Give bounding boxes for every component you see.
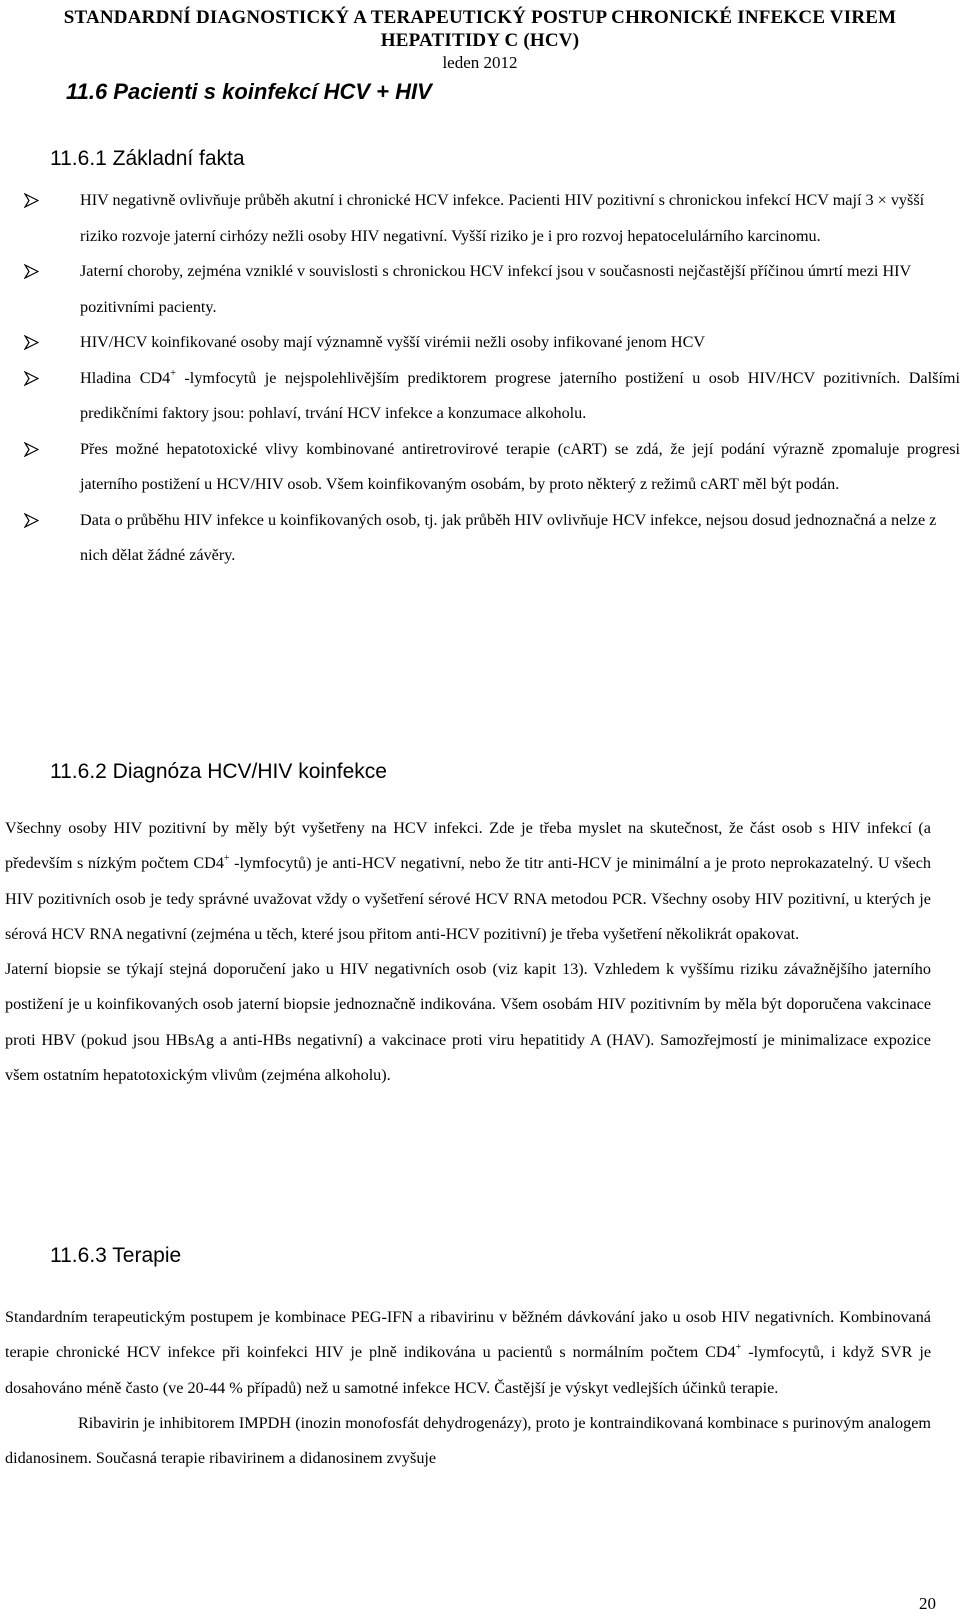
page-number: 20 [919,1594,936,1613]
bullet-text-post: -lymfocytů je nejspolehlivějším prediktorem progrese jaterního postižení u osob HIV/HCV pozitivních. Dalšími predikčními faktory jsou: pohlaví, trvání HCV infekce a konzumace alkoholu. [80,368,960,422]
bullet-text-pre: Hladina CD4 [80,368,171,387]
list-item [24,432,960,503]
text-run: -lymfocytů) je anti-HCV negativní, nebo že titr anti-HCV je minimální a je proto neprokazatelný. U všech HIV pozitivních osob je tedy správné uvažovat vždy o vyšetření sérové HCV RNA metodou PCR. Všechny osoby HIV pozitivní, u kterých je sérová HCV RNA negativní (zejména u těch, které jsou přitom anti-HCV pozitivní) je třeba vyšetření několikrát opakovat. [5,854,932,943]
therapy-text [5,1300,931,1476]
subsection-heading-facts: 11.6.1 Základní fakta [50,147,245,170]
arrow-bullet-icon [24,325,44,360]
list-item [24,503,960,574]
arrow-bullet-icon [24,361,44,396]
therapy-paragraph-2: Ribavirin je inhibitorem IMPDH (inozin monofosfát dehydrogenázy), proto je kontraindikovaná kombinace s purinovým analogem didanosinem. Současná terapie ribavirinem a didanosinem zvyšuje [5,1413,931,1468]
superscript-plus: + [735,1342,742,1354]
arrow-bullet-icon [24,503,44,538]
diagnosis-text [5,811,931,1093]
subsection-heading-diagnosis: 11.6.2 Diagnóza HCV/HIV koinfekce [50,760,387,783]
document-header [0,6,960,74]
list-item [24,325,960,361]
bullet-text: Přes možné hepatotoxické vlivy kombinované antiretrovirové terapie (cART) se zdá, že její podání výrazně zpomaluje progresi jaterního postižení u HCV/HIV osob. Všem koinfikovaným osobám, by proto některý z režimů cART měl být podán. [80,439,960,493]
list-item [24,254,960,325]
diagnosis-paragraph-2: Jaterní biopsie se týkají stejná doporučení jako u HIV negativních osob (viz kapit 13). Vzhledem k vyššímu riziku závažnějšího jaterního postižení je u koinfikovaných osob jaterní biopsie jednoznačně indikována. Všem osobám HIV pozitivním by měla být doporučena vakcinace proti HBV (pokud jsou HBsAg a anti-HBs negativní) a vakcinace proti viru hepatitidy A (HAV). Samozřejmostí je minimalizace expozice všem ostatním hepatotoxickým vlivům (zejména alkoholu). [5,960,931,1085]
bullet-text: HIV/HCV koinfikované osoby mají významně vyšší virémii nežli osoby infikované jenom HCV [80,333,706,351]
bullet-text: Jaterní choroby, zejména vzniklé v souvislosti s chronickou HCV infekcí jsou v současnosti nejčastější příčinou úmrtí mezi HIV pozitivními pacienty. [80,262,911,316]
list-item [24,183,960,254]
text-run: Všechny osoby HIV pozitivní by měly být vyšetřeny na HCV infekci. Zde je třeba myslet na skutečnost, že část osob s HIV infekcí (a především s nízkým počtem CD4 [5,819,931,873]
text-run: -lymfocytů, i když SVR je dosahováno méně často (ve 20-44 % případů) než u samotné infekce HCV. Častější je výskyt vedlejších účinků terapie. [5,1343,932,1397]
header-title-line2: HEPATITIDY C (HCV) [380,30,580,51]
text-run: Standardním terapeutickým postupem je kombinace PEG-IFN a ribavirinu v běžném dávkování jako u osob HIV negativních. Kombinovaná terapie chronické HCV infekce při koinfekci HIV je plně indikována u pacientů s normálním počtem CD4 [5,1308,931,1362]
facts-bullet-list [24,183,960,574]
header-date: leden 2012 [442,53,518,72]
subsection-heading-therapy: 11.6.3 Terapie [50,1244,182,1267]
superscript-plus: + [223,853,230,865]
arrow-bullet-icon [24,183,44,218]
header-title-line1: STANDARDNÍ DIAGNOSTICKÝ A TERAPEUTICKÝ POSTUP CHRONICKÉ INFEKCE VIREM [63,7,897,28]
list-item [24,361,960,432]
arrow-bullet-icon [24,254,44,289]
arrow-bullet-icon [24,432,44,467]
therapy-paragraph-1 [5,1300,931,1406]
diagnosis-paragraph-1 [5,811,931,952]
superscript-plus: + [170,367,176,379]
bullet-text: Data o průběhu HIV infekce u koinfikovaných osob, tj. jak průběh HIV ovlivňuje HCV infekce, nejsou dosud jednoznačná a nelze z nich dělat žádné závěry. [80,510,937,564]
section-title: 11.6 Pacienti s koinfekcí HCV + HIV [66,79,432,104]
bullet-text: HIV negativně ovlivňuje průběh akutní i chronické HCV infekce. Pacienti HIV pozitivní s chronickou infekcí HCV mají 3 × vyšší riziko rozvoje jaterní cirhózy nežli osoby HIV negativní. Vyšší riziko je i pro rozvoj hepatocelulárního karcinomu. [80,191,925,245]
